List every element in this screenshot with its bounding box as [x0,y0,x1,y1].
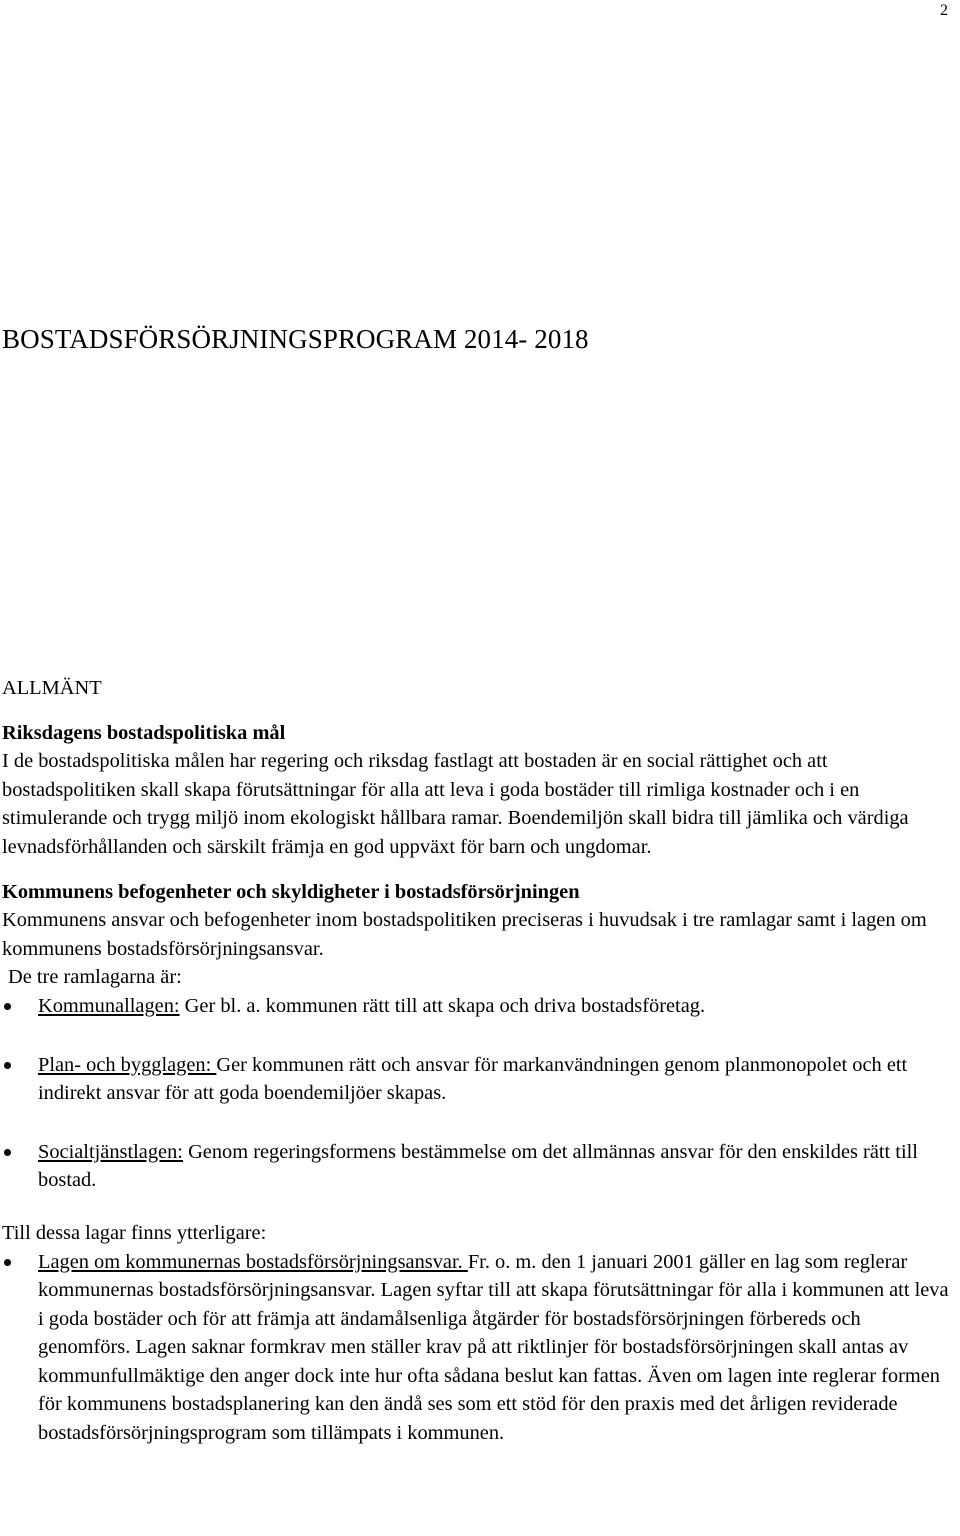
list-item [2,1051,957,1108]
law-name: Socialtjänstlagen: [38,1140,183,1163]
section-label: ALLMÄNT [2,677,102,699]
bullet-icon [4,1062,11,1069]
bullet-icon [4,1259,11,1266]
law-description: Ger bl. a. kommunen rätt till att skapa och driva bostadsföretag. [179,994,706,1017]
framework-laws-intro: De tre ramlagarna är: [8,966,182,989]
law-name: Plan- och bygglagen: [38,1053,217,1076]
law-description: Ger kommunen rätt och ansvar för markanvändningen genom planmonopolet och ett indirekt ansvar för att goda boendemiljöer skapas. [38,1053,908,1105]
goals-paragraph: I de bostadspolitiska målen har regering och riksdag fastlagt att bostaden är en social rättighet och att bostadspolitiken skall skapa förutsättningar för alla att leva i goda bostäder till rimliga kostnader och i en stimulerande och trygg miljö inom ekologiskt hållbara ramar. Boendemiljön skall bidra till jämlika och värdiga levnadsförhållanden och särskilt främja en god uppväxt för barn och ungdomar. [2,750,909,858]
law-name: Kommunallagen: [38,994,180,1017]
goals-heading: Riksdagens bostadspolitiska mål [2,721,286,744]
list-item [2,1138,957,1195]
document-title: BOSTADSFÖRSÖRJNINGSPROGRAM 2014- 2018 [2,324,589,354]
law-description: Genom regeringsformens bestämmelse om det allmännas ansvar för den enskildes rätt till bostad. [38,1140,918,1192]
powers-heading: Kommunens befogenheter och skyldigheter i bostadsförsörjningen [2,880,580,903]
additional-laws-list [2,1248,957,1448]
page-number: 2 [940,2,948,19]
framework-laws-list [2,992,957,1195]
additional-laws-intro: Till dessa lagar finns ytterligare: [2,1221,267,1244]
law-description: Fr. o. m. den 1 januari 2001 gäller en lag som reglerar kommunernas bostadsförsörjningsansvar. Lagen syftar till att skapa förutsättningar för alla i kommunen att leva i goda bostäder och för att främja att ändamålsenliga åtgärder för bostadsförsörjningen förbereds och genomförs. Lagen saknar formkrav men ställer krav på att riktlinjer för bostadsförsörjningen skall antas av kommunfullmäktige den anger dock inte hur ofta sådana beslut kan fattas. Även om lagen inte reglerar formen för kommunens bostadsplanering kan den ändå ses som ett stöd för den praxis med det årligen reviderade bostadsförsörjningsprogram som tillämpats i kommunen. [38,1250,949,1445]
powers-paragraph: Kommunens ansvar och befogenheter inom bostadspolitiken preciseras i huvudsak i tre ramlagar samt i lagen om kommunens bostadsförsörjningsansvar. [2,909,927,960]
list-item [2,1248,957,1448]
law-name: Lagen om kommunernas bostadsförsörjningsansvar. [38,1250,468,1273]
document-body [2,674,957,1448]
bullet-icon [4,1003,11,1010]
list-item [2,992,957,1021]
bullet-icon [4,1149,11,1156]
